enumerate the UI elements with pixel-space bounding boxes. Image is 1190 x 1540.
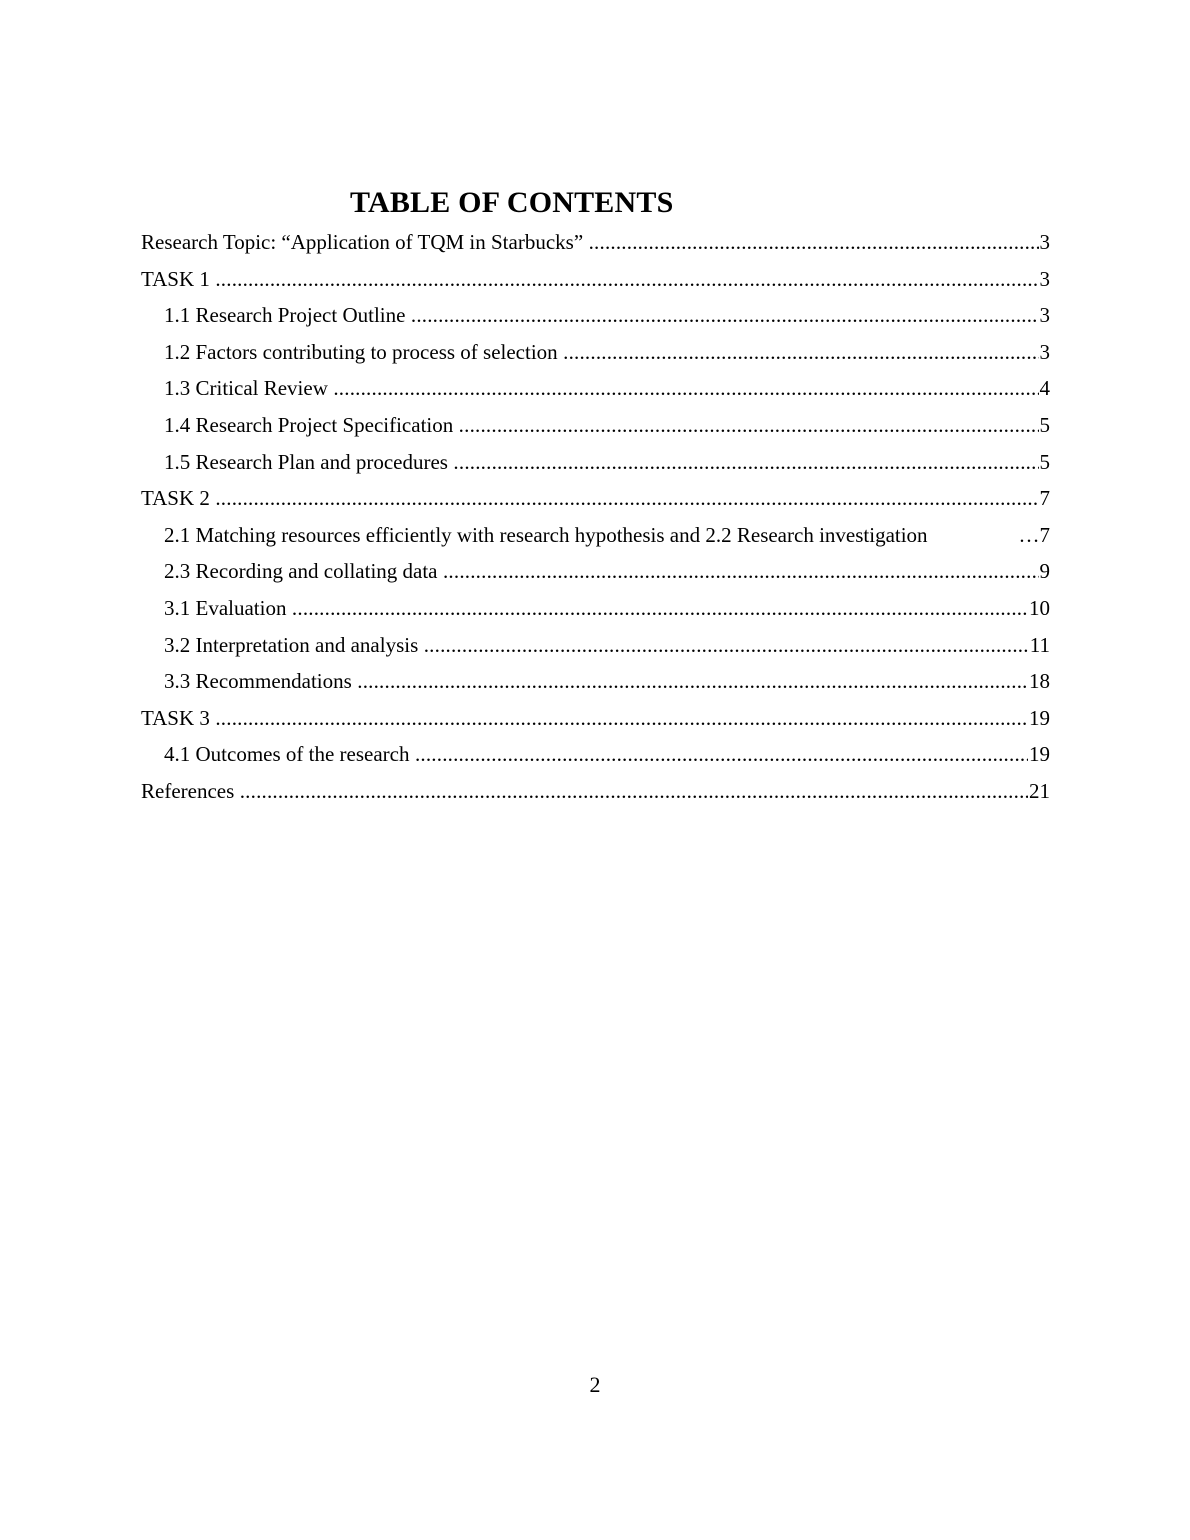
toc-entry-page: 3 [1039,299,1051,331]
toc-entry-label: TASK 3 ..... [141,706,1050,730]
toc-entry-page: 3 [1039,336,1051,368]
toc-entry-label: 2.3 Recording and collating data ..... [164,559,1050,583]
toc-entry-label: 1.2 Factors contributing to process of selection ..... [164,340,1050,364]
toc-entry[interactable] [164,519,1050,556]
toc-entry-page: 19 [1028,702,1050,734]
toc-entry-page: 3 [1039,263,1051,295]
toc-entry-page: … 7 [1018,519,1051,551]
toc-entry[interactable] [164,592,1050,629]
toc-entry-page: 5 [1039,409,1051,441]
toc-entry-page: 18 [1028,665,1050,697]
toc-entry[interactable] [141,482,1050,519]
toc-entry[interactable] [164,665,1050,702]
toc-entry-label: 1.5 Research Plan and procedures ..... [164,450,1050,474]
toc-entry-label: 4.1 Outcomes of the research ..... [164,742,1050,766]
toc-entry-page: 10 [1028,592,1050,624]
toc-entry-label: 3.1 Evaluation ..... [164,596,1050,620]
toc-entry-label: TASK 2 ..... [141,486,1050,510]
toc-entry-page: 11 [1029,629,1050,661]
toc-entry-label: 1.3 Critical Review ..... [164,376,1050,400]
toc-entry[interactable] [164,299,1050,336]
toc-entry-label: Research Topic: “Application of TQM in Starbucks” ..... [141,230,1050,254]
toc-entry[interactable] [164,372,1050,409]
toc-entry[interactable] [164,738,1050,775]
toc-entry-label: 1.4 Research Project Specification ..... [164,413,1050,437]
toc-entry[interactable] [164,555,1050,592]
page-number: 2 [589,1372,601,1397]
toc-entry-label: 2.1 Matching resources efficiently with research hypothesis and 2.2 Research investigation [164,522,928,547]
toc-entry-label: TASK 1 ..... [141,267,1050,291]
toc-entry-label: References ..... [141,779,1050,803]
toc-entry-label: 3.3 Recommendations ..... [164,669,1050,693]
toc-entry-page: 7 [1039,482,1051,514]
toc-entry-page: 21 [1028,775,1050,807]
toc-entry[interactable] [164,336,1050,373]
toc-entry-label: 3.2 Interpretation and analysis ..... [164,633,1050,657]
toc-entry-label: 1.1 Research Project Outline ..... [164,303,1050,327]
toc-entry[interactable] [141,702,1050,739]
toc-title: TABLE OF CONTENTS [350,186,674,219]
toc-entry[interactable] [164,446,1050,483]
toc-entry[interactable] [141,775,1050,812]
toc-entry-page: 4 [1039,372,1051,404]
toc-entry-page: 19 [1028,738,1050,770]
toc-entry[interactable] [164,409,1050,446]
toc-entry-page: 5 [1039,446,1051,478]
toc-entry-page: 9 [1039,555,1051,587]
toc-entry-page: 3 [1039,226,1051,258]
toc-entry[interactable] [164,629,1050,666]
table-of-contents [141,226,1050,812]
toc-entry[interactable] [141,226,1050,263]
toc-entry[interactable] [141,263,1050,300]
